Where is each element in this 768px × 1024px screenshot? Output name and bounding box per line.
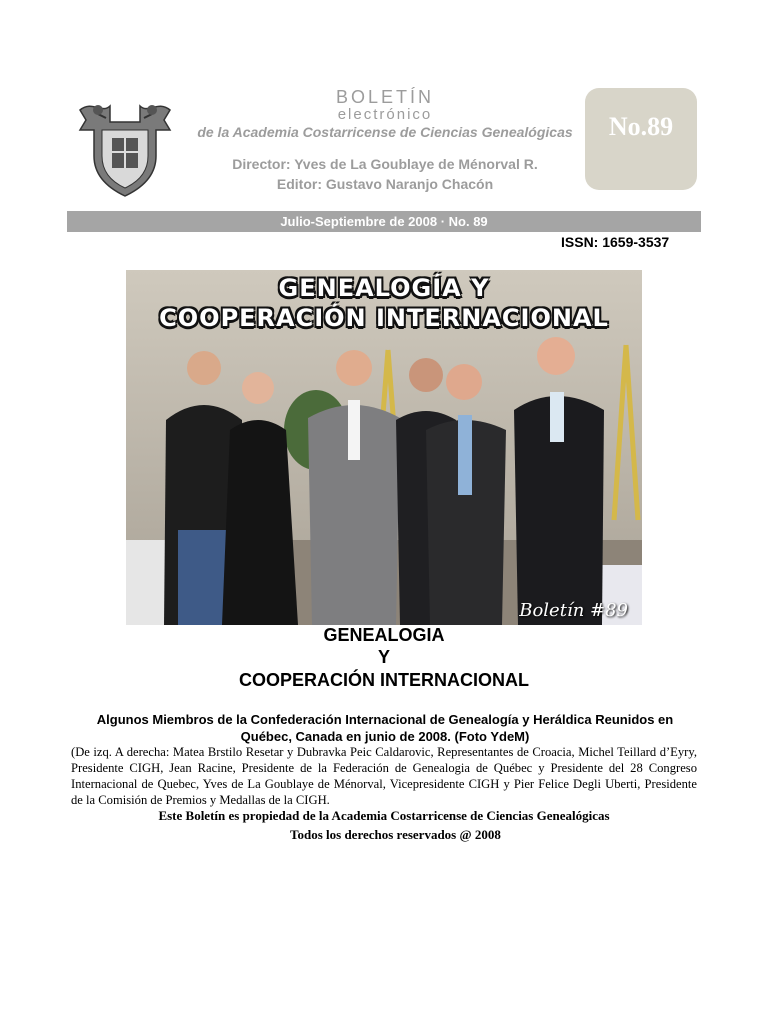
article-title-line2: Y bbox=[377, 647, 390, 667]
ownership-notice: Este Boletín es propiedad de la Academia Costarricense de Ciencias Genealógicas bbox=[158, 808, 610, 823]
photo-title-line1: GENEALOGÍA Y bbox=[278, 274, 490, 302]
editor-line: Editor: Gustavo Naranjo Chacón bbox=[276, 176, 494, 192]
academy-name: de la Academia Costarricense de Ciencias Genealógicas bbox=[197, 124, 573, 140]
bulletin-subtitle: electrónico bbox=[337, 106, 433, 123]
director-line: Director: Yves de La Goublaye de Ménorval R. bbox=[232, 156, 538, 172]
article-title-line3: COOPERACIÓN INTERNACIONAL bbox=[238, 670, 529, 690]
members-heading: Algunos Miembros de la Confederación Internacional de Genealogía y Heráldica Reunidos en Québec, Canada en junio de 2008. (Foto YdeM) bbox=[96, 712, 674, 744]
academy-crest-logo bbox=[72, 96, 178, 202]
bulletin-title: BOLETÍN bbox=[335, 87, 435, 107]
issn-label: ISSN: 1659-3537 bbox=[561, 234, 670, 250]
copyright-notice: Todos los derechos reservados @ 2008 bbox=[290, 827, 501, 842]
article-title-line1: GENEALOGIA bbox=[323, 625, 445, 645]
issue-number-badge bbox=[585, 88, 697, 190]
photo-caption: (De izq. A derecha: Matea Brstilo Resetar y Dubravka Peic Caldarovic, Representantes de Croacia, Michel Teillard d’Eyry, Presidente CIGH, Jean Racine, Presidente de la Federación de Genealogia de Québec y Presidente del 28 Congreso Internacional de Quebec, Yves de La Goublaye de Ménorval, Vicepresidente CIGH y Pier Felice Degli Uberti, Presidente de la Comisión de Premios y Medallas de la CIGH. bbox=[71, 745, 697, 807]
issue-date-bar: Julio-Septiembre de 2008 · No. 89 bbox=[67, 211, 701, 232]
photo-title-line2: COOPERACIÓN INTERNACIONAL bbox=[159, 304, 609, 332]
issue-number-text: No.89 bbox=[608, 112, 674, 141]
group-photo bbox=[126, 270, 642, 625]
photo-stamp: Boletín #89 bbox=[519, 600, 628, 621]
